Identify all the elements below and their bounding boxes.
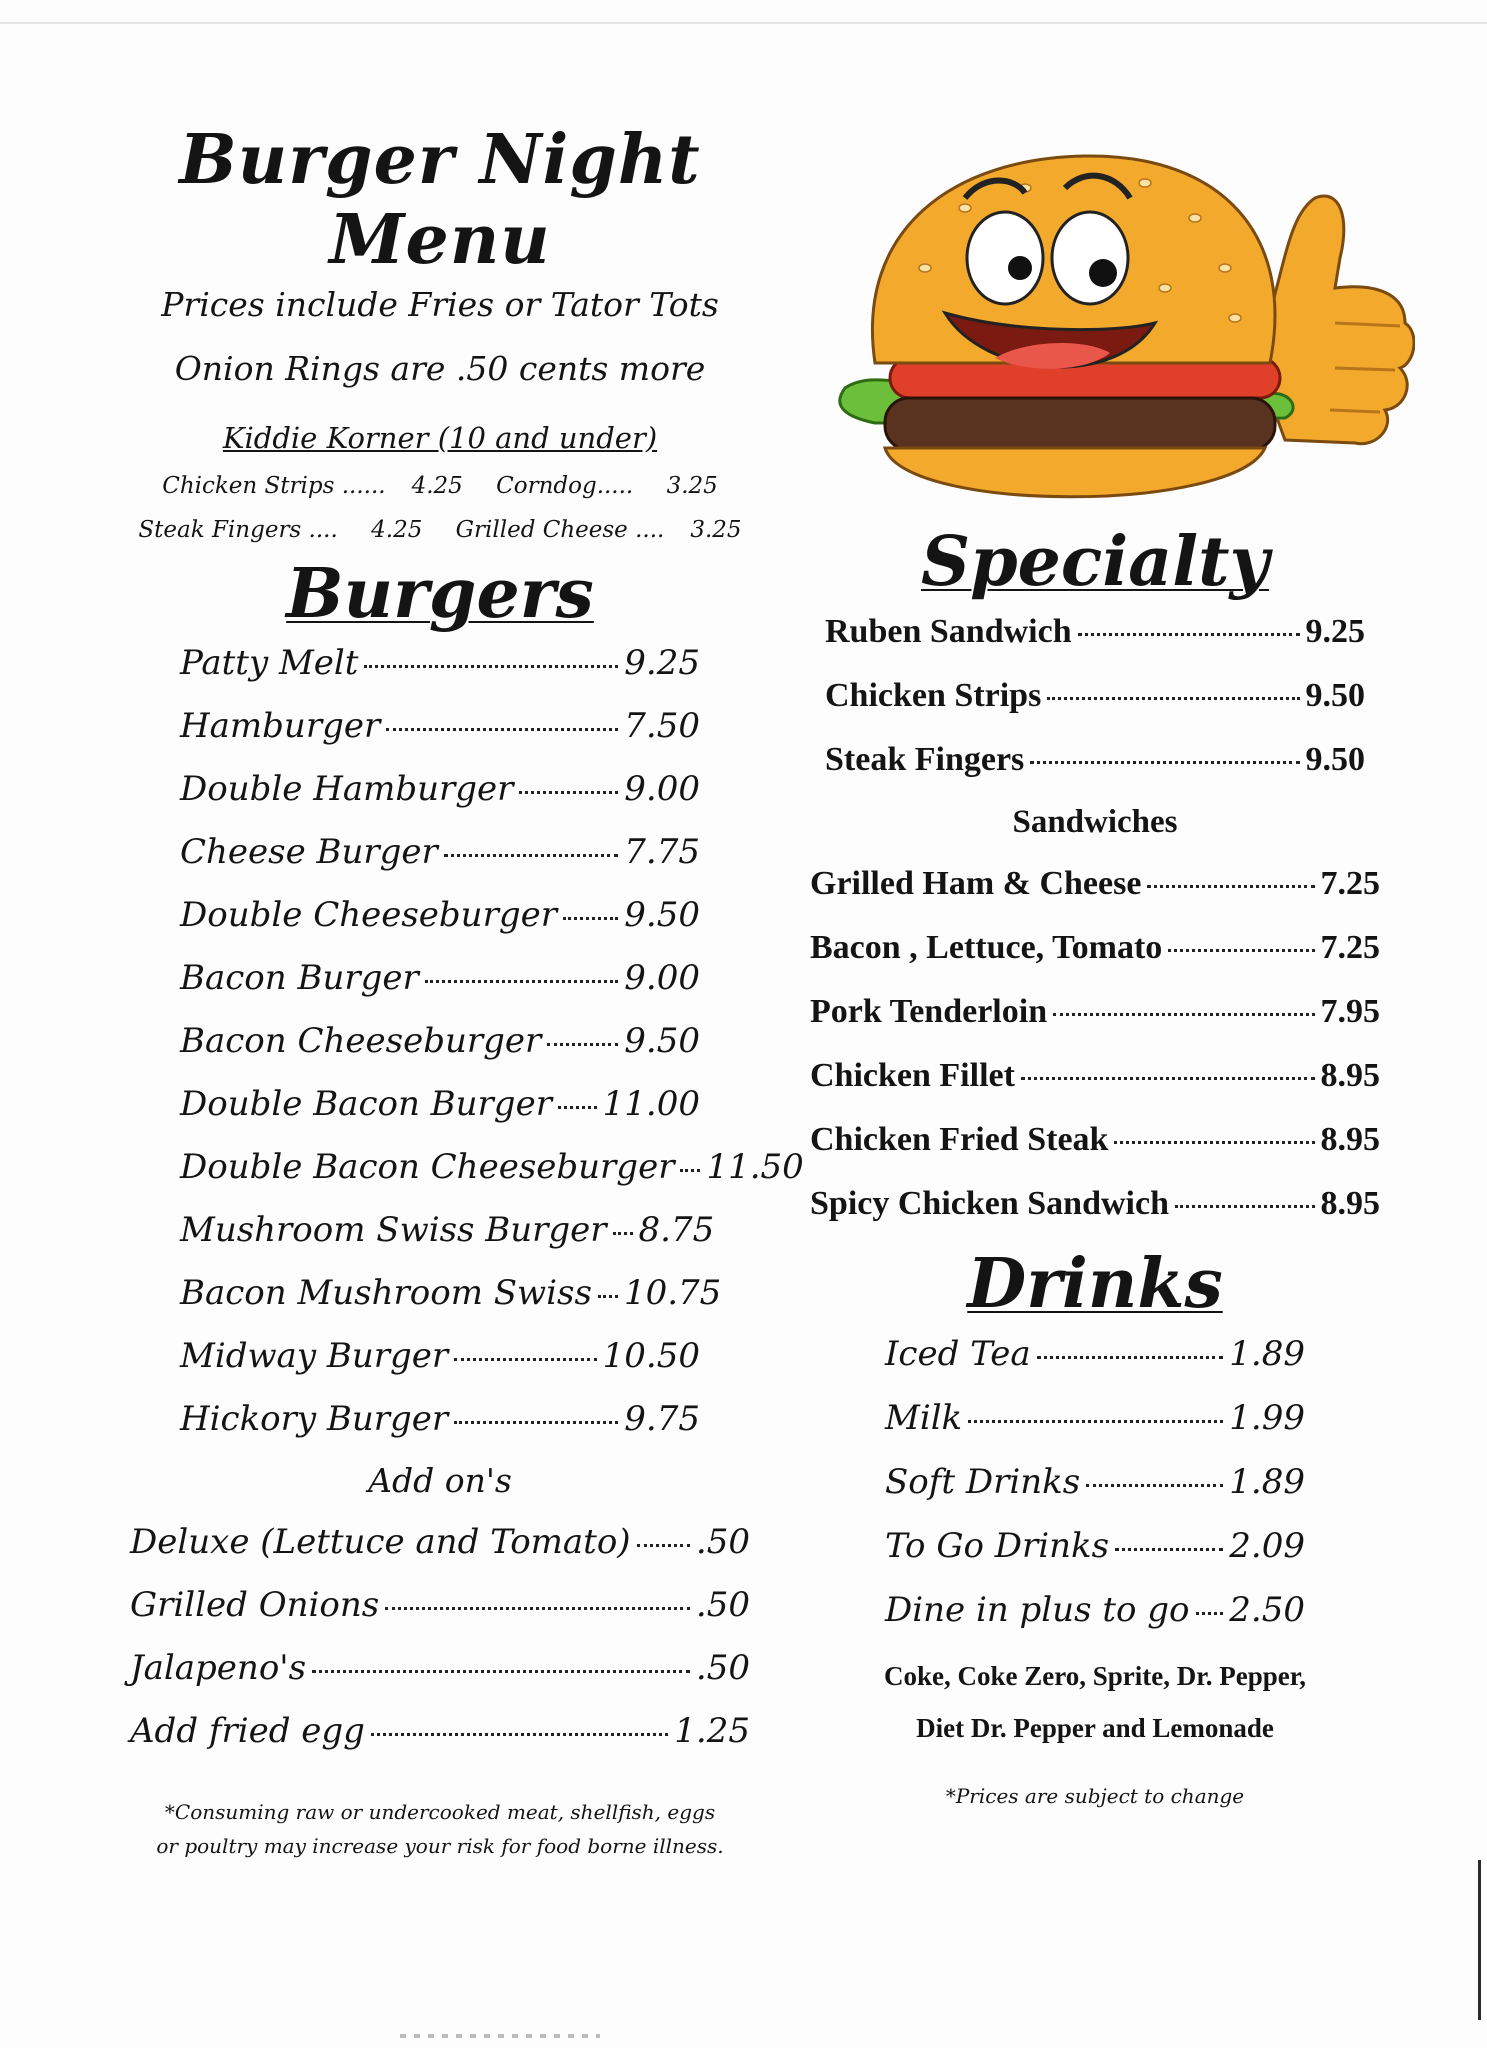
kiddie-item-name: Corndog	[496, 473, 597, 499]
dot-leader	[1175, 1205, 1315, 1208]
drink-brands-line: Coke, Coke Zero, Sprite, Dr. Pepper,	[884, 1661, 1306, 1691]
menu-item	[885, 1578, 1305, 1642]
menu-item-price: 7.25	[1320, 865, 1380, 902]
menu-item-name: Double Hamburger	[180, 769, 514, 809]
dot-leader	[563, 917, 618, 920]
sandwiches-heading: Sandwiches	[1012, 804, 1178, 840]
menu-item-name: Grilled Ham & Cheese	[810, 865, 1142, 902]
menu-item	[130, 1637, 750, 1700]
menu-item-name: Bacon Cheeseburger	[180, 1021, 542, 1061]
menu-item-price: 9.50	[1305, 677, 1365, 714]
menu-item-price: 11.00	[602, 1084, 700, 1124]
smiling-burger-thumbs-up-icon	[815, 118, 1415, 538]
menu-item-name: Chicken Fried Steak	[810, 1121, 1109, 1158]
dot-leader	[371, 1733, 668, 1736]
dot-leader	[1147, 885, 1314, 888]
dot-leader	[680, 1169, 700, 1172]
addons-heading: Add on's	[368, 1461, 512, 1500]
menu-item	[885, 1322, 1305, 1386]
menu-item	[130, 1700, 750, 1763]
menu-item-name: Iced Tea	[885, 1334, 1031, 1374]
menu-item	[180, 632, 700, 695]
menu-item-price: 9.50	[1305, 741, 1365, 778]
right-column	[790, 520, 1400, 1808]
kiddie-item-price: 4.25	[371, 517, 423, 543]
menu-item-name: Pork Tenderloin	[810, 993, 1048, 1030]
kiddie-item: Corndog..... 3.25	[496, 473, 718, 499]
menu-item-price: 1.99	[1229, 1398, 1305, 1438]
left-column	[115, 120, 804, 1859]
notice-line: or poultry may increase your risk for food borne illness.	[156, 1834, 724, 1858]
menu-item-price: 8.75	[638, 1210, 715, 1250]
menu-item	[810, 852, 1380, 916]
menu-item-name: Add fried egg	[130, 1711, 365, 1751]
dot-leader	[1037, 1356, 1224, 1359]
burgers-heading: Burgers	[286, 554, 594, 634]
dot-leader	[425, 980, 619, 983]
menu-item	[885, 1514, 1305, 1578]
kiddie-item-name: Grilled Cheese	[455, 517, 628, 543]
menu-item-price: 2.09	[1229, 1526, 1305, 1566]
menu-item	[180, 1325, 700, 1388]
menu-item-price: 7.25	[1320, 929, 1380, 966]
menu-item	[810, 1108, 1380, 1172]
menu-item-price: 11.50	[706, 1147, 804, 1187]
menu-item	[180, 1262, 722, 1325]
drinks-list	[885, 1322, 1305, 1642]
dot-leader	[558, 1106, 597, 1109]
dot-leader	[598, 1295, 618, 1298]
menu-item	[180, 758, 700, 821]
menu-item-price: 7.95	[1320, 993, 1380, 1030]
kiddie-item: Chicken Strips ...... 4.25	[162, 473, 463, 499]
onion-rings-note: Onion Rings are .50 cents more	[174, 349, 706, 388]
menu-item-price: .50	[695, 1522, 750, 1562]
kiddie-row	[115, 464, 765, 508]
dot-leader	[968, 1420, 1223, 1423]
menu-item	[885, 1386, 1305, 1450]
specialty-heading: Specialty	[921, 522, 1269, 602]
menu-item	[825, 664, 1365, 728]
menu-item	[180, 695, 700, 758]
dot-leader	[1196, 1612, 1224, 1615]
menu-item-price: 10.75	[623, 1273, 722, 1313]
menu-item-price: 7.75	[624, 832, 700, 872]
menu-item-price: 9.00	[624, 769, 700, 809]
menu-item-name: Bacon Burger	[180, 958, 419, 998]
menu-item-name: Deluxe (Lettuce and Tomato)	[130, 1522, 631, 1562]
scan-edge-top	[0, 22, 1487, 24]
kiddie-item-name: Chicken Strips	[162, 473, 335, 499]
kiddie-item-price: 3.25	[690, 517, 742, 543]
menu-item-price: 10.50	[602, 1336, 700, 1376]
prices-subject-to-change-note: *Prices are subject to change	[945, 1784, 1245, 1808]
dot-leader	[637, 1544, 690, 1547]
menu-item-price: .50	[695, 1585, 750, 1625]
menu-item-price: 9.00	[624, 958, 700, 998]
menu-item-name: Chicken Strips	[825, 677, 1042, 714]
menu-item-name: Double Cheeseburger	[180, 895, 557, 935]
dot-leader	[1114, 1141, 1314, 1144]
menu-item-price: 8.95	[1320, 1121, 1380, 1158]
menu-item-price: 9.50	[624, 1021, 700, 1061]
dot-leader	[312, 1670, 690, 1673]
dot-leader	[1021, 1077, 1315, 1080]
drink-brands-line: Diet Dr. Pepper and Lemonade	[916, 1713, 1274, 1743]
dot-leader	[1168, 949, 1314, 952]
drink-brands	[790, 1650, 1400, 1754]
menu-item-name: Double Bacon Burger	[180, 1084, 552, 1124]
menu-item-name: Jalapeno's	[130, 1648, 307, 1688]
dot-leader	[454, 1358, 597, 1361]
menu-item-name: Double Bacon Cheeseburger	[180, 1147, 675, 1187]
kiddie-korner-heading: Kiddie Korner (10 and under)	[222, 421, 658, 455]
drinks-heading: Drinks	[967, 1244, 1223, 1324]
dot-leader	[1053, 1013, 1314, 1016]
scan-marks	[400, 2034, 600, 2038]
menu-item	[825, 600, 1365, 664]
menu-item	[180, 884, 700, 947]
menu-item-name: Midway Burger	[180, 1336, 449, 1376]
menu-item	[825, 728, 1365, 792]
menu-item	[180, 1388, 700, 1451]
kiddie-row	[115, 508, 765, 552]
menu-item-name: Chicken Fillet	[810, 1057, 1015, 1094]
dot-leader	[1078, 633, 1300, 636]
menu-item-name: Grilled Onions	[130, 1585, 380, 1625]
menu-item	[810, 1172, 1380, 1236]
menu-item-name: Hamburger	[180, 706, 381, 746]
menu-item	[180, 1136, 804, 1199]
menu-item-name: Spicy Chicken Sandwich	[810, 1185, 1169, 1222]
menu-item	[180, 1199, 715, 1262]
menu-item-price: 7.50	[624, 706, 700, 746]
menu-item-name: Bacon Mushroom Swiss	[180, 1273, 592, 1313]
notice-line: *Consuming raw or undercooked meat, shellfish, eggs	[164, 1800, 716, 1824]
menu-item	[810, 980, 1380, 1044]
menu-item-name: Ruben Sandwich	[825, 613, 1072, 650]
menu-item-name: To Go Drinks	[885, 1526, 1110, 1566]
dot-leader	[454, 1421, 618, 1424]
menu-item-name: Mushroom Swiss Burger	[180, 1210, 607, 1250]
menu-item-name: Bacon , Lettuce, Tomato	[810, 929, 1163, 966]
menu-item-price: 9.50	[624, 895, 700, 935]
dot-leader	[364, 665, 618, 668]
kiddie-item: Steak Fingers .... 4.25	[138, 517, 423, 543]
menu-item-price: 1.89	[1229, 1462, 1305, 1502]
menu-item-name: Soft Drinks	[885, 1462, 1081, 1502]
dot-leader	[547, 1043, 618, 1046]
menu-item-name: Hickory Burger	[180, 1399, 449, 1439]
kiddie-item-price: 4.25	[411, 473, 463, 499]
menu-item-price: .50	[695, 1648, 750, 1688]
menu-item-price: 1.25	[674, 1711, 750, 1751]
dot-leader	[385, 1607, 690, 1610]
burgers-list	[180, 632, 804, 1451]
menu-item-name: Cheese Burger	[180, 832, 438, 872]
menu-item-price: 9.25	[624, 643, 700, 683]
menu-item-name: Patty Melt	[180, 643, 359, 683]
menu-item	[180, 1073, 700, 1136]
menu-item	[180, 821, 700, 884]
menu-item	[810, 916, 1380, 980]
dot-leader	[1115, 1548, 1223, 1551]
dot-leader	[1047, 697, 1299, 700]
menu-subtitle: Prices include Fries or Tator Tots	[161, 285, 719, 324]
menu-item-price: 8.95	[1320, 1057, 1380, 1094]
scan-edge-right	[1478, 1860, 1481, 2020]
menu-item	[885, 1450, 1305, 1514]
menu-item	[130, 1574, 750, 1637]
dot-leader	[519, 791, 618, 794]
kiddie-item: Grilled Cheese .... 3.25	[455, 517, 742, 543]
sandwiches-list	[810, 852, 1380, 1236]
menu-item	[180, 947, 700, 1010]
dot-leader	[444, 854, 618, 857]
dot-leader	[1030, 761, 1299, 764]
kiddie-item-name: Steak Fingers	[138, 517, 302, 543]
menu-item-name: Steak Fingers	[825, 741, 1025, 778]
food-safety-notice	[115, 1791, 765, 1859]
dot-leader	[613, 1232, 633, 1235]
menu-item-name: Dine in plus to go	[885, 1590, 1190, 1630]
menu-item	[130, 1511, 750, 1574]
menu-item	[180, 1010, 700, 1073]
menu-title: Burger Night Menu	[179, 120, 701, 280]
kiddie-item-price: 3.25	[666, 473, 718, 499]
menu-item	[810, 1044, 1380, 1108]
menu-item-price: 2.50	[1229, 1590, 1305, 1630]
menu-item-price: 9.25	[1305, 613, 1365, 650]
menu-item-name: Milk	[885, 1398, 963, 1438]
menu-item-price: 1.89	[1229, 1334, 1305, 1374]
specialty-list	[825, 600, 1365, 792]
menu-item-price: 9.75	[624, 1399, 700, 1439]
dot-leader	[386, 728, 618, 731]
dot-leader	[1086, 1484, 1223, 1487]
addons-list	[130, 1511, 750, 1763]
menu-item-price: 8.95	[1320, 1185, 1380, 1222]
